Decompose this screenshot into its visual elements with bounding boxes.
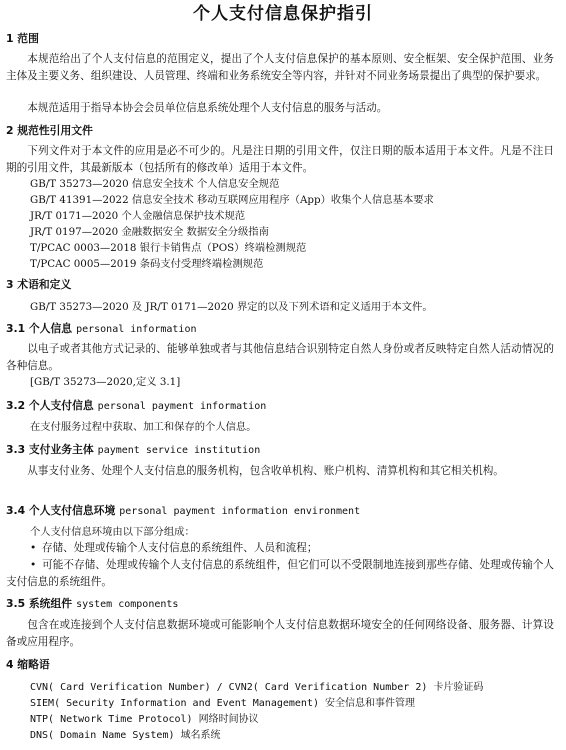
term-3-3-definition: 从事支付业务、处理个人支付信息的服务机构，包含收单机构、账户机构、清算机构和其它相关机构。 <box>27 465 504 477</box>
term-3-4-bullet <box>6 557 554 590</box>
term-english: system components <box>76 599 179 610</box>
term-number: 3.3 支付业务主体 <box>6 443 94 456</box>
reference-item: GB/T 35273—2020 信息安全技术 个人信息安全规范 <box>30 178 280 190</box>
bullet-text: 可能不存储、处理或传输个人支付信息的系统组件，但它们可以不受限制地连接到那些存储、处理或传输个人支付信息的系统组件。 <box>6 559 554 588</box>
term-number: 3.1 个人信息 <box>6 322 73 335</box>
section-2-heading: 2 规范性引用文件 <box>6 124 93 137</box>
section-4-heading: 4 缩略语 <box>6 658 50 671</box>
bullet-icon: • <box>30 542 37 554</box>
term-english: personal payment information environment <box>119 506 361 517</box>
reference-item: T/PCAC 0005—2019 条码支付受理终端检测规范 <box>30 258 264 270</box>
section-1-paragraph-2: 本规范适用于指导本协会会员单位信息系统处理个人支付信息的服务与活动。 <box>27 102 388 114</box>
abbreviation-item: SIEM( Security Information and Event Management) 安全信息和事件管理 <box>30 698 416 709</box>
term-3-4-heading <box>6 504 360 519</box>
term-3-2-definition: 在支付服务过程中获取、加工和保存的个人信息。 <box>30 421 257 433</box>
term-english: personal payment information <box>97 401 267 412</box>
term-english: personal information <box>76 324 197 335</box>
bullet-icon: • <box>30 559 37 571</box>
section-2-paragraph-1: 下列文件对于本文件的应用是必不可少的。凡是注日期的引用文件，仅注日期的版本适用于本文件。凡是不注日期的引用文件，其最新版本（包括所有的修改单）适用于本文件。 <box>6 145 554 174</box>
term-number: 3.5 系统组件 <box>6 597 73 610</box>
term-3-1-source: [GB/T 35273—2020,定义 3.1] <box>30 376 181 388</box>
term-english: payment service institution <box>97 445 261 456</box>
reference-item: T/PCAC 0003—2018 银行卡销售点（POS）终端检测规范 <box>30 242 307 254</box>
abbreviation-item: DNS( Domain Name System) 域名系统 <box>30 730 221 741</box>
reference-item: JR/T 0171—2020 个人金融信息保护技术规范 <box>30 210 246 222</box>
term-3-5-definition: 包含在或连接到个人支付信息数据环境或可能影响个人支付信息数据环境安全的任何网络设备、服务器、计算设备或应用程序。 <box>6 619 554 648</box>
term-number: 3.2 个人支付信息 <box>6 399 94 412</box>
reference-item: GB/T 41391—2022 信息安全技术 移动互联网应用程序（App）收集个人信息基本要求 <box>30 194 434 206</box>
term-3-1-heading <box>6 322 197 337</box>
term-3-1-definition: 以电子或者其他方式记录的、能够单独或者与其他信息结合识别特定自然人身份或者反映特定自然人活动情况的各种信息。 <box>6 343 554 372</box>
bullet-text: 存储、处理或传输个人支付信息的系统组件、人员和流程； <box>42 542 318 554</box>
term-3-2-heading <box>6 399 266 414</box>
section-1-paragraph-1: 本规范给出了个人支付信息的范围定义，提出了个人支付信息保护的基本原则、安全框架、安全保护范围、业务主体及主要义务、组织建设、人员管理、终端和业务系统安全等内容，并针对不同业务场景提出了典型的保护要求。 <box>6 53 554 82</box>
term-3-4-definition: 个人支付信息环境由以下部分组成： <box>30 526 195 538</box>
document-title: 个人支付信息保护指引 <box>193 4 373 24</box>
term-number: 3.4 个人支付信息环境 <box>6 504 116 517</box>
abbreviation-item: CVN( Card Verification Number) / CVN2( Card Verification Number 2) 卡片验证码 <box>30 682 484 693</box>
abbreviation-item: NTP( Network Time Protocol) 网络时间协议 <box>30 714 259 725</box>
section-3-heading: 3 术语和定义 <box>6 278 72 291</box>
term-3-5-heading <box>6 597 178 612</box>
term-3-4-bullet <box>6 540 554 557</box>
term-3-3-heading <box>6 443 260 458</box>
reference-item: JR/T 0197—2020 金融数据安全 数据安全分级指南 <box>30 226 269 238</box>
section-1-heading: 1 范围 <box>6 32 39 45</box>
section-3-intro: GB/T 35273—2020 及 JR/T 0171—2020 界定的以及下列术语和定义适用于本文件。 <box>30 301 433 313</box>
